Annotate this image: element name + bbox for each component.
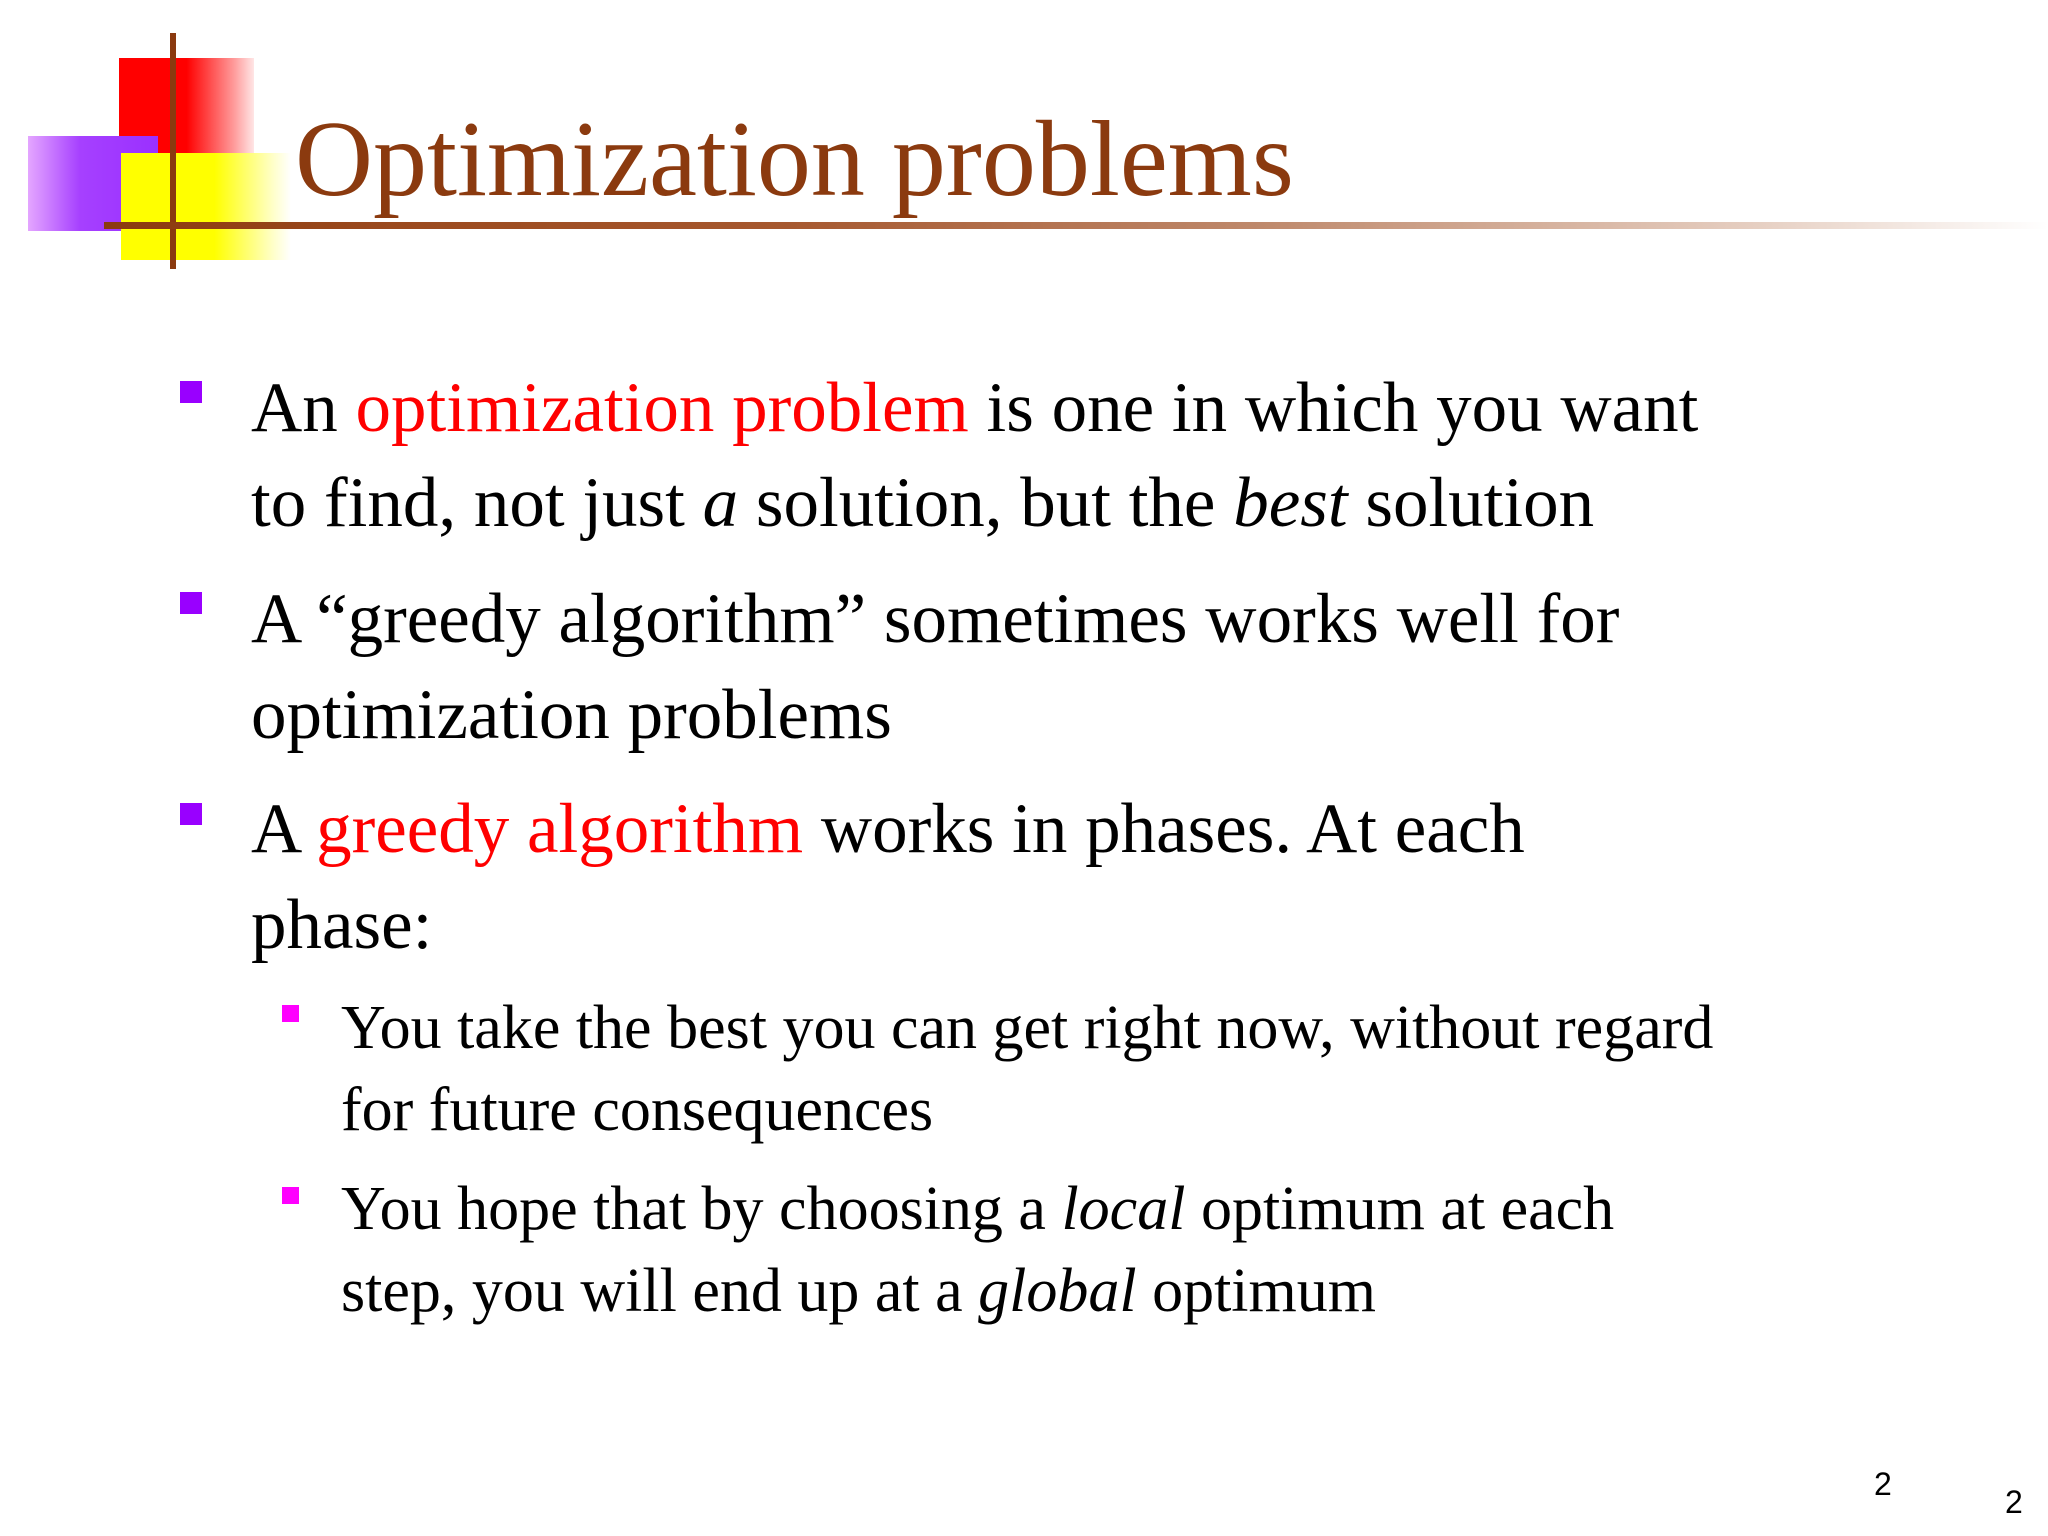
text-span: You hope that by choosing a [341, 1175, 1062, 1243]
decor-vertical-line [170, 33, 176, 269]
text-span: optimum at each [1185, 1175, 1615, 1243]
highlight-term: greedy algorithm [316, 790, 804, 868]
slide-title: Optimization problems [295, 100, 1294, 219]
sub-bullet-1-line-2: for future consequences [341, 1076, 934, 1144]
italic-text: global [978, 1257, 1137, 1325]
sub-bullet-2-line-2 [341, 1250, 1376, 1332]
bullet-3-line-2: phase: [251, 886, 433, 964]
slide-page-number: 2 [1874, 1466, 1892, 1502]
title-underline [104, 222, 2048, 229]
bullet-square-icon [180, 592, 202, 614]
bullet-2-line-1: A “greedy algorithm” sometimes works well for [251, 580, 1620, 658]
italic-text: local [1061, 1175, 1186, 1243]
decor-yellow-square [121, 153, 291, 260]
bullet-square-icon [180, 381, 202, 403]
sub-bullet-square-icon [282, 1187, 299, 1204]
bullet-2-line-2: optimization problems [251, 676, 892, 754]
sub-bullet-1-line-1: You take the best you can get right now, without regard [341, 994, 1714, 1062]
text-span: step, you will end up at a [341, 1257, 979, 1325]
viewer-page-number: 2 [2005, 1484, 2023, 1520]
text-span: A [251, 790, 317, 868]
text-span: optimum [1136, 1257, 1376, 1325]
bullet-3-line-1 [251, 781, 1525, 877]
italic-text: best [1233, 464, 1348, 542]
bullet-square-icon [180, 803, 202, 825]
text-span: An [251, 369, 356, 447]
bullet-1-line-2 [251, 455, 1594, 551]
text-span: solution, but the [738, 464, 1234, 542]
sub-bullet-2-line-1 [341, 1168, 1614, 1250]
sub-bullet-square-icon [282, 1005, 299, 1022]
highlight-term: optimization problem [355, 369, 969, 447]
text-span: works in phases. At each [803, 790, 1525, 868]
text-span: is one in which you want [968, 369, 1699, 447]
text-span: to find, not just [251, 464, 703, 542]
bullet-1-line-1 [251, 360, 1698, 456]
italic-text: a [702, 464, 739, 542]
text-span: solution [1347, 464, 1595, 542]
